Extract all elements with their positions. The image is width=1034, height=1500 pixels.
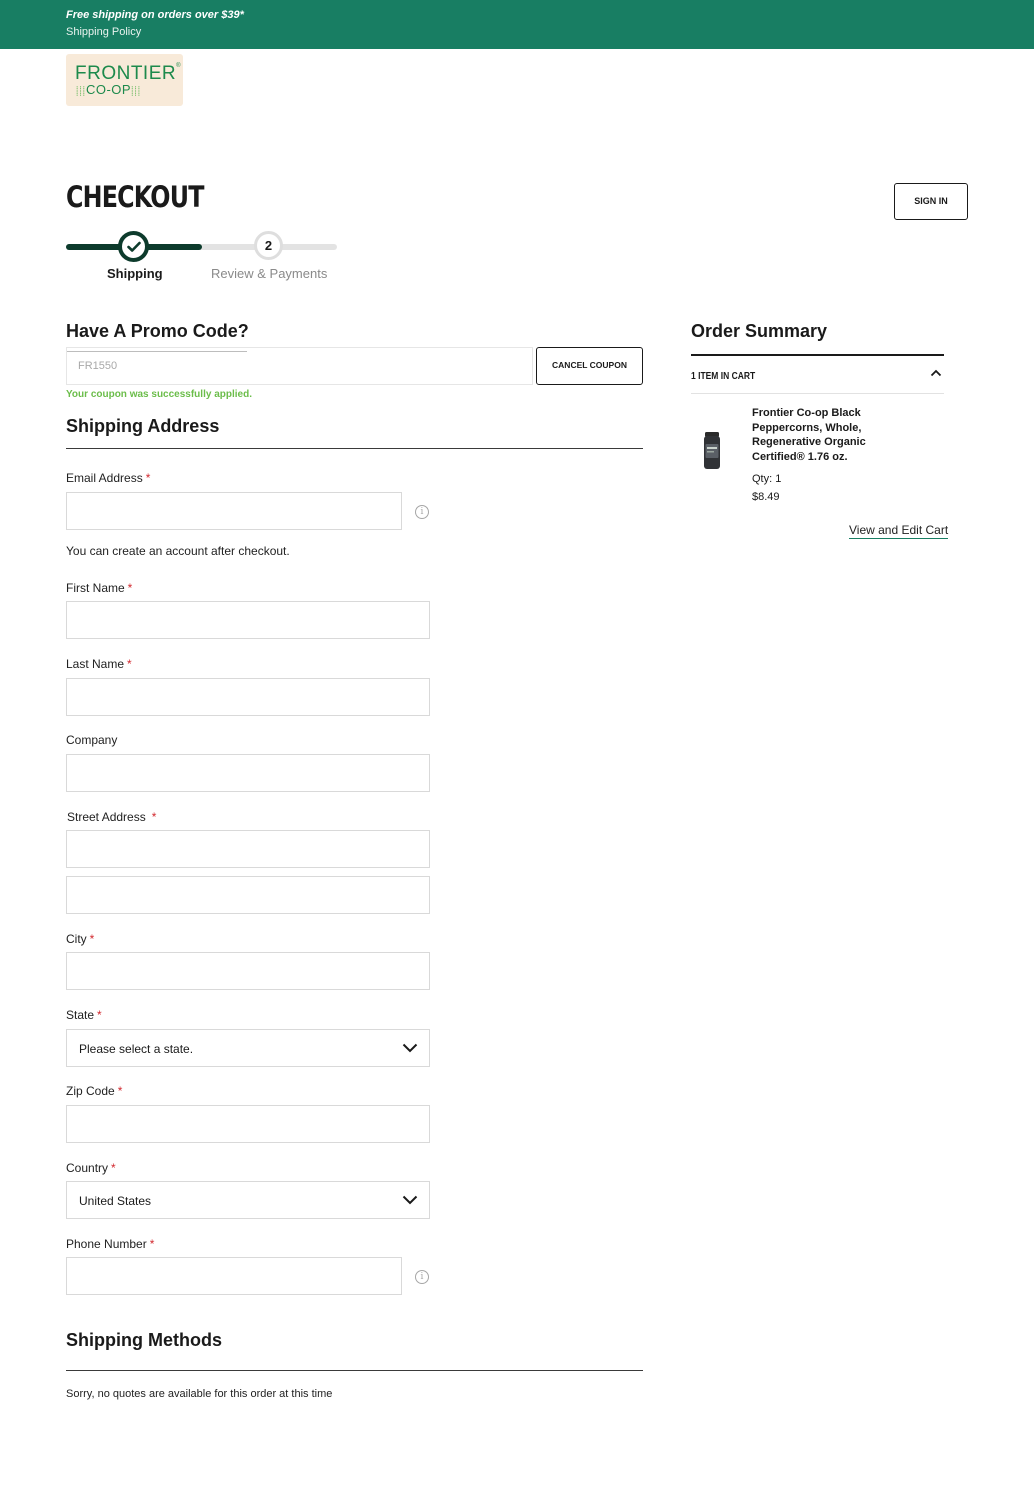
company-field[interactable] — [66, 754, 430, 792]
email-account-note: You can create an account after checkout. — [66, 544, 290, 558]
state-select[interactable] — [66, 1029, 430, 1067]
phone-number-field[interactable] — [66, 1257, 402, 1295]
cart-items-count: 1 ITEM IN CART — [691, 371, 756, 382]
last-name-label: Last Name * — [66, 657, 132, 671]
shipping-policy-link[interactable]: Shipping Policy — [66, 26, 142, 38]
step-review-label: Review & Payments — [211, 266, 328, 281]
product-jar-image — [703, 432, 721, 470]
zip-code-field[interactable] — [66, 1105, 430, 1143]
sign-in-button[interactable]: SIGN IN — [894, 183, 968, 220]
phone-info-icon[interactable]: i — [415, 1270, 429, 1284]
promo-code-heading: Have A Promo Code? — [66, 321, 249, 341]
product-quantity: Qty: 1 — [752, 473, 782, 485]
first-name-field[interactable] — [66, 601, 430, 639]
shipping-methods-heading: Shipping Methods — [66, 1330, 222, 1350]
section-divider — [691, 354, 944, 356]
cancel-coupon-button[interactable]: CANCEL COUPON — [536, 347, 643, 385]
chevron-up-icon — [930, 369, 942, 377]
country-label: Country * — [66, 1161, 116, 1175]
checkmark-icon — [127, 241, 141, 253]
street-address-line2-field[interactable] — [66, 876, 430, 914]
city-field[interactable] — [66, 952, 430, 990]
company-label: Company — [66, 733, 118, 747]
email-info-icon[interactable]: i — [415, 505, 429, 519]
city-label: City * — [66, 932, 95, 946]
country-select[interactable] — [66, 1181, 430, 1219]
first-name-label: First Name * — [66, 581, 133, 595]
last-name-field[interactable] — [66, 678, 430, 716]
section-divider — [66, 448, 643, 449]
frontier-coop-logo[interactable] — [66, 54, 183, 106]
section-divider — [691, 393, 944, 394]
free-shipping-banner — [0, 0, 1034, 49]
logo-wordmark: FRONTIER® — [75, 63, 182, 84]
street-address-line1-field[interactable] — [66, 830, 430, 868]
view-edit-cart-link[interactable]: View and Edit Cart — [849, 523, 949, 537]
shipping-address-heading: Shipping Address — [66, 416, 220, 436]
product-price: $8.49 — [752, 491, 780, 503]
street-address-label: Street Address * — [67, 810, 157, 824]
section-divider — [66, 1370, 643, 1371]
logo-subtitle: ⸽⸽⸽CO-OP⸽⸽⸽ — [76, 82, 142, 97]
product-name: Frontier Co-op Black Peppercorns, Whole, Regenerative Organic Certified® 1.76 oz. — [752, 407, 866, 463]
zip-code-label: Zip Code * — [66, 1084, 123, 1098]
cart-items-toggle[interactable] — [691, 366, 944, 384]
step-shipping-complete-indicator — [118, 231, 149, 262]
page-title: CHECKOUT — [66, 180, 204, 214]
email-field[interactable] — [66, 492, 402, 530]
step-review-indicator: 2 — [254, 231, 283, 260]
phone-number-label: Phone Number * — [66, 1237, 155, 1251]
state-label: State * — [66, 1008, 102, 1022]
state-selected-value: Please select a state. — [79, 1042, 194, 1056]
no-quotes-message: Sorry, no quotes are available for this order at this time — [66, 1388, 333, 1400]
coupon-success-message: Your coupon was successfully applied. — [66, 389, 252, 400]
step-shipping-label: Shipping — [107, 266, 163, 281]
country-selected-value: United States — [79, 1194, 152, 1208]
free-shipping-text: Free shipping on orders over $39* — [66, 9, 244, 21]
promo-code-input[interactable] — [66, 347, 533, 385]
chevron-down-icon — [402, 1195, 418, 1205]
order-summary-heading: Order Summary — [691, 321, 828, 341]
chevron-down-icon — [402, 1043, 418, 1053]
email-label: Email Address * — [66, 471, 151, 485]
promo-code-value: FR1550 — [78, 360, 118, 372]
